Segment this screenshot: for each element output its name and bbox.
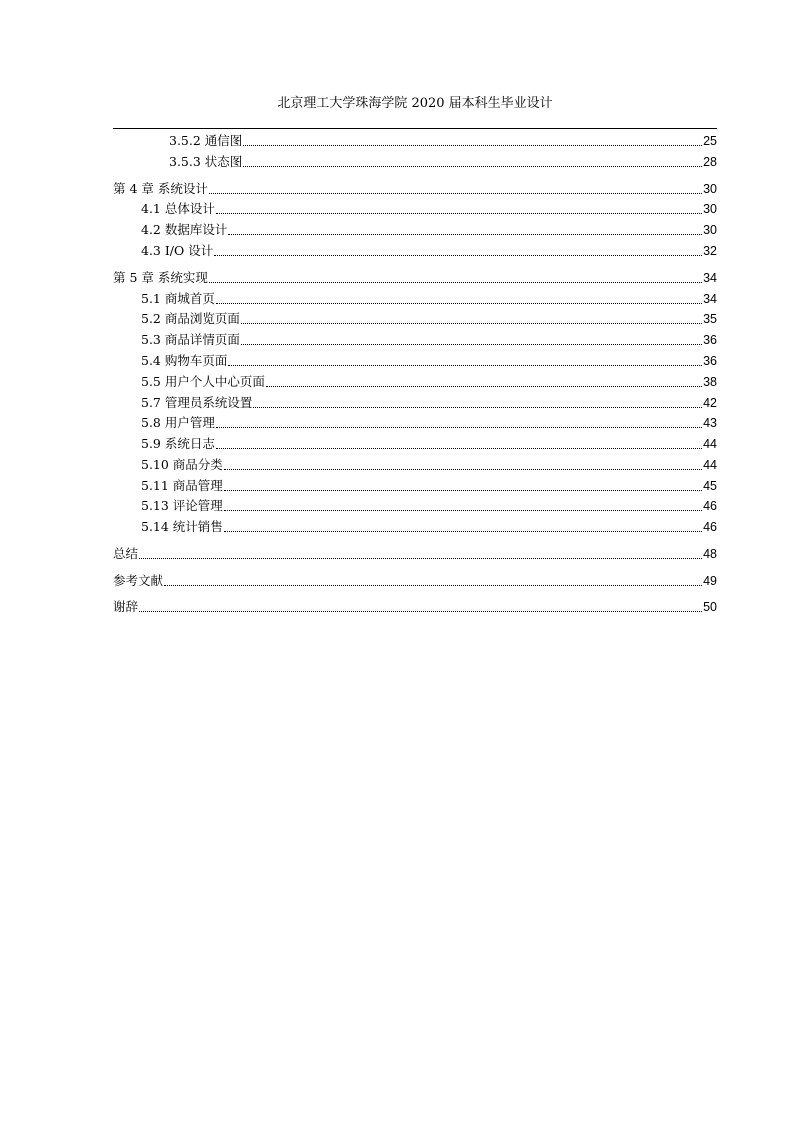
toc-entry-title: 5.11 商品管理 — [141, 478, 223, 493]
toc-entry-page: 25 — [703, 134, 717, 148]
toc-entry-title: 谢辞 — [113, 599, 139, 614]
toc-entry-page: 43 — [703, 416, 717, 430]
toc-entry[interactable] — [113, 269, 717, 287]
toc-leader-dots — [214, 255, 702, 256]
toc-leader-dots — [164, 585, 702, 586]
toc-leader-dots — [139, 558, 702, 559]
toc-entry[interactable] — [113, 456, 717, 474]
toc-entry-title: 5.14 统计销售 — [141, 519, 223, 534]
toc-entry-page: 34 — [703, 292, 717, 306]
toc-entry-title: 3.5.2 通信图 — [169, 133, 243, 148]
toc-entry[interactable] — [113, 435, 717, 453]
toc-entry-title: 5.10 商品分类 — [141, 457, 223, 472]
toc-leader-dots — [224, 490, 702, 491]
toc-entry[interactable] — [113, 310, 717, 328]
toc-entry[interactable] — [113, 394, 717, 412]
toc-entry-page: 30 — [703, 202, 717, 216]
toc-entry-page: 44 — [703, 437, 717, 451]
toc-entry[interactable] — [113, 518, 717, 536]
toc-entry[interactable] — [113, 545, 717, 563]
toc-entry-title: 总结 — [113, 546, 139, 561]
toc-leader-dots — [224, 531, 702, 532]
toc-entry-page: 28 — [703, 155, 717, 169]
toc-leader-dots — [228, 234, 702, 235]
toc-entry[interactable] — [113, 153, 717, 171]
toc-leader-dots — [216, 427, 702, 428]
toc-leader-dots — [139, 611, 702, 612]
toc-entry[interactable] — [113, 352, 717, 370]
toc-entry[interactable] — [113, 598, 717, 616]
toc-entry-page: 32 — [703, 244, 717, 258]
toc-entry-title: 5.4 购物车页面 — [141, 353, 228, 368]
page-header: 北京理工大学珠海学院 2020 届本科生毕业设计 — [277, 96, 553, 111]
toc-leader-dots — [241, 323, 702, 324]
toc-entry-page: 30 — [703, 223, 717, 237]
toc-entry[interactable] — [113, 290, 717, 308]
toc-entry-page: 30 — [703, 182, 717, 196]
toc-entry-title: 4.3 I/O 设计 — [141, 243, 214, 258]
toc-entry[interactable] — [113, 373, 717, 391]
table-of-contents — [113, 0, 717, 1122]
toc-leader-dots — [216, 213, 702, 214]
toc-leader-dots — [266, 386, 702, 387]
toc-entry-title: 第 5 章 系统实现 — [113, 270, 208, 285]
toc-entry-page: 38 — [703, 375, 717, 389]
toc-entry-page: 34 — [703, 271, 717, 285]
toc-leader-dots — [209, 282, 702, 283]
toc-leader-dots — [243, 145, 702, 146]
toc-entry[interactable] — [113, 242, 717, 260]
toc-entry-title: 参考文献 — [113, 573, 164, 588]
toc-entry-title: 5.13 评论管理 — [141, 498, 223, 513]
toc-entry[interactable] — [113, 331, 717, 349]
toc-entry-title: 4.2 数据库设计 — [141, 222, 228, 237]
toc-entry-page: 42 — [703, 396, 717, 410]
toc-leader-dots — [243, 166, 702, 167]
toc-entry-page: 36 — [703, 333, 717, 347]
toc-entry-page: 44 — [703, 458, 717, 472]
toc-entry[interactable] — [113, 572, 717, 590]
toc-entry[interactable] — [113, 200, 717, 218]
toc-entry-page: 46 — [703, 499, 717, 513]
toc-entry-title: 第 4 章 系统设计 — [113, 181, 208, 196]
toc-leader-dots — [241, 344, 702, 345]
toc-entry-page: 49 — [703, 574, 717, 588]
toc-leader-dots — [216, 303, 702, 304]
toc-entry-title: 5.8 用户管理 — [141, 415, 215, 430]
toc-entry-page: 48 — [703, 547, 717, 561]
toc-entry[interactable] — [113, 180, 717, 198]
toc-entry-page: 36 — [703, 354, 717, 368]
toc-leader-dots — [209, 193, 702, 194]
toc-entry-title: 5.5 用户个人中心页面 — [141, 374, 265, 389]
toc-entry-title: 5.3 商品详情页面 — [141, 332, 240, 347]
toc-leader-dots — [224, 510, 702, 511]
toc-entry-page: 35 — [703, 312, 717, 326]
toc-entry[interactable] — [113, 477, 717, 495]
toc-entry[interactable] — [113, 414, 717, 432]
toc-entry-title: 4.1 总体设计 — [141, 201, 215, 216]
toc-entry[interactable] — [113, 497, 717, 515]
toc-entry-title: 5.7 管理员系统设置 — [141, 395, 253, 410]
toc-entry-title: 3.5.3 状态图 — [169, 154, 243, 169]
toc-entry-page: 45 — [703, 479, 717, 493]
toc-leader-dots — [253, 407, 702, 408]
toc-leader-dots — [228, 365, 702, 366]
toc-entry-title: 5.1 商城首页 — [141, 291, 215, 306]
toc-leader-dots — [216, 448, 702, 449]
toc-entry-title: 5.9 系统日志 — [141, 436, 215, 451]
toc-leader-dots — [224, 469, 702, 470]
toc-entry[interactable] — [113, 132, 717, 150]
toc-entry-title: 5.2 商品浏览页面 — [141, 311, 240, 326]
toc-entry[interactable] — [113, 221, 717, 239]
toc-entry-page: 46 — [703, 520, 717, 534]
toc-entry-page: 50 — [703, 600, 717, 614]
